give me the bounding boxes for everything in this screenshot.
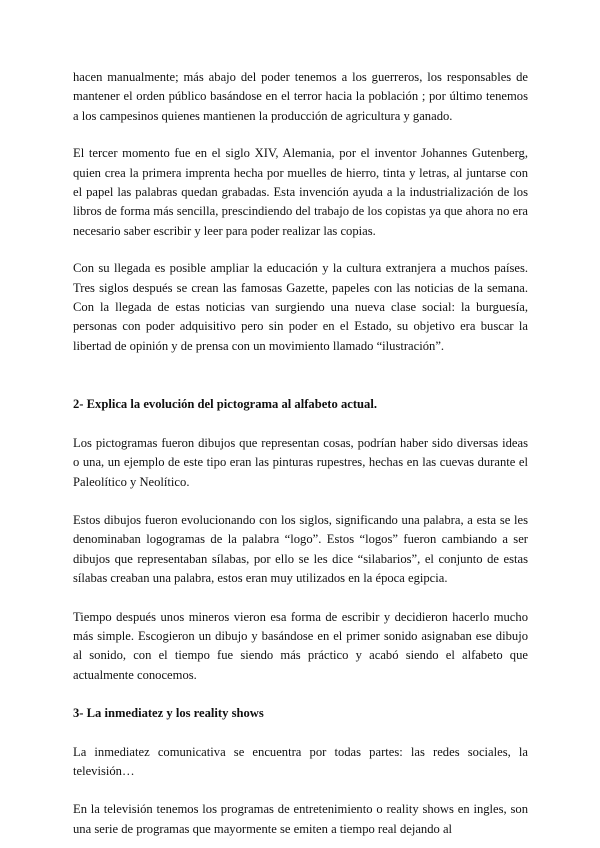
heading-reality-shows: 3- La inmediatez y los reality shows <box>73 706 264 721</box>
heading-pictogram-evolution: 2- Explica la evolución del pictograma al alfabeto actual. <box>73 397 377 412</box>
paragraph-social-classes: hacen manualmente; más abajo del poder tenemos a los guerreros, los responsables de mantener el orden público basándose en el terror hacia la población ; por último tenemos a los campesinos quienes mantienen la producción de agricultura y ganado. <box>73 70 528 123</box>
paragraph-logograms: Estos dibujos fueron evolucionando con los siglos, significando una palabra, a esta se les denominaban logogramas de la palabra “logo”. Estos “logos” fueron cambiando a ser dibujos que representaban sílabas, por ello se les dice “silabarios”, el conjunto de estas sílabas creaban una palabra, estos eran muy utilizados en la época egipcia. <box>73 512 528 586</box>
paragraph-alphabet: Tiempo después unos mineros vieron esa forma de escribir y decidieron hacerlo mucho más simple. Escogieron un dibujo y basándose en el primer sonido asignaban ese dibujo al sonido, con el tiempo fue siendo más práctico y acabó siendo el alfabeto que actualmente conocemos. <box>73 609 528 682</box>
paragraph-pictograms: Los pictogramas fueron dibujos que representan cosas, podrían haber sido diversas ideas o una, un ejemplo de este tipo eran las pinturas rupestres, hechas en las cuevas durante el Paleolítico y Neolítico. <box>73 435 528 489</box>
paragraph-gazette: Con su llegada es posible ampliar la educación y la cultura extranjera a muchos países. Tres siglos después se crean las famosas Gazette, papeles con las noticias de la semana. Con la llegada de estas noticias van surgiendo una nueva clase social: la burguesía, personas con poder adquisitivo pero sin poder en el Estado, su objetivo era buscar la libertad de opinión y de prensa con un movimiento llamado “ilustración”. <box>73 261 528 353</box>
paragraph-television: En la televisión tenemos los programas de entretenimiento o reality shows en ingles, son una serie de programas que mayormente se emiten a tiempo real dejando al <box>73 802 528 836</box>
paragraph-immediacy: La inmediatez comunicativa se encuentra por todas partes: las redes sociales, la televisión… <box>73 744 528 778</box>
paragraph-gutenberg: El tercer momento fue en el siglo XIV, Alemania, por el inventor Johannes Gutenberg, quien crea la primera imprenta hecha por muelles de hierro, tinta y letras, al juntarse con el papel las palabras quedan grabadas. Esta invención ayuda a la industrialización de los libros de forma más sencilla, prescindiendo del trabajo de los copistas ya que ahora no era necesario saber escribir y leer para poder realizar las copias. <box>73 146 528 238</box>
